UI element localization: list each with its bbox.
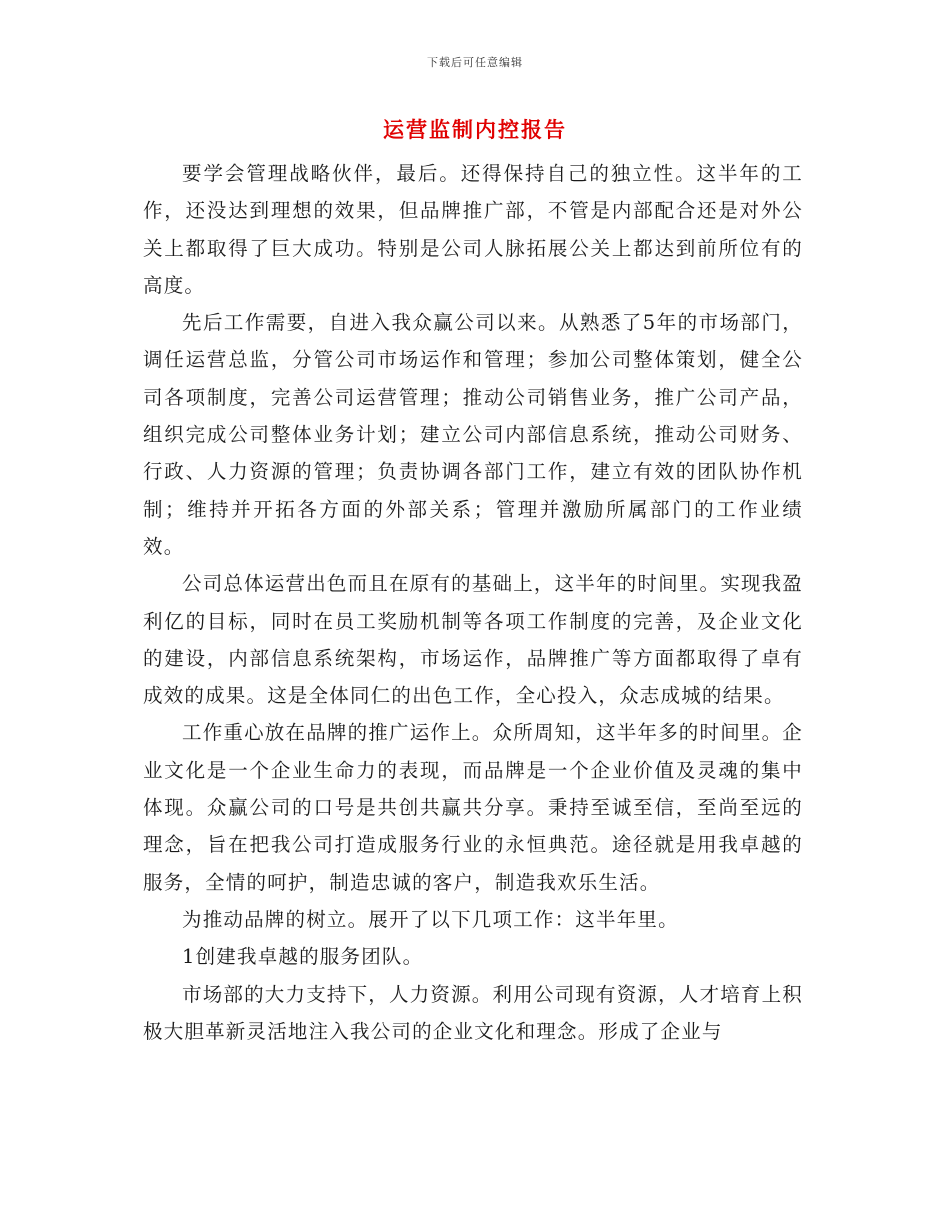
paragraph-1: 要学会管理战略伙伴，最后。还得保持自己的独立性。这半年的工作，还没达到理想的效果，但品牌推广部，不管是内部配合还是对外公关上都取得了巨大成功。特别是公司人脉拓展公关上都达到前所位有的高度。 xyxy=(143,162,803,297)
paragraph-2: 先后工作需要，自进入我众赢公司以来。从熟悉了5年的市场部门，调任运营总监，分管公司市场运作和管理；参加公司整体策划，健全公司各项制度，完善公司运营管理；推动公司销售业务，推广公司产品，组织完成公司整体业务计划；建立公司内部信息系统，推动公司财务、行政、人力资源的管理；负责协调各部门工作，建立有效的团队协作机制；维持并开拓各方面的外部关系；管理并激励所属部门的工作业绩效。 xyxy=(143,311,803,558)
paragraph-4: 工作重心放在品牌的推广运作上。众所周知，这半年多的时间里。企业文化是一个企业生命力的表现，而品牌是一个企业价值及灵魂的集中体现。众赢公司的口号是共创共赢共分享。秉持至诚至信，至尚至远的理念，旨在把我公司打造成服务行业的永恒典范。途径就是用我卓越的服务，全情的呵护，制造忠诚的客户，制造我欢乐生活。 xyxy=(143,721,804,894)
document-title: 运营监制内控报告 xyxy=(383,117,567,142)
document-body xyxy=(143,155,803,1050)
paragraph-6: 1创建我卓越的服务团队。 xyxy=(182,945,424,969)
paragraph-5: 为推动品牌的树立。展开了以下几项工作：这半年里。 xyxy=(182,907,679,931)
paragraph-3: 公司总体运营出色而且在原有的基础上，这半年的时间里。实现我盈利亿的目标，同时在员工奖励机制等各项工作制度的完善，及企业文化的建设，内部信息系统架构，市场运作，品牌推广等方面都取得了卓有成效的成果。这是全体同仁的出色工作，全心投入，众志成城的结果。 xyxy=(143,572,804,708)
paragraph-7: 市场部的大力支持下，人力资源。利用公司现有资源，人才培育上积极大胆革新灵活地注入我公司的企业文化和理念。形成了企业与 xyxy=(143,982,804,1043)
header-note: 下载后可任意编辑 xyxy=(427,56,523,69)
